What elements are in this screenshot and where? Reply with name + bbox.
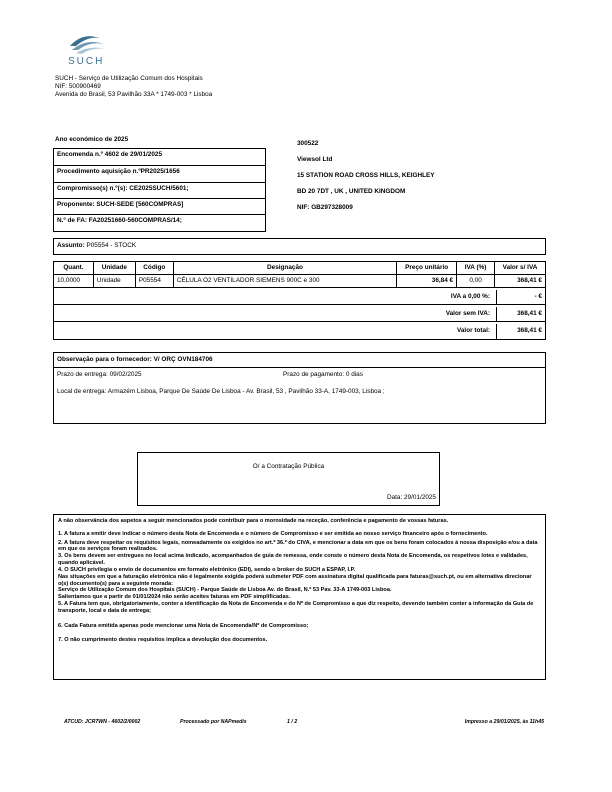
table-row [54,275,546,288]
footer-atcud: ATCUD: JCR7WN - 4602/2/0002 [64,719,141,725]
company-logo [62,28,112,72]
fa-number: N.º de FA: FA20251660-560COMPRAS/14; [57,217,182,224]
payment-deadline: Prazo de pagamento: 0 dias [283,371,363,378]
order-year: Ano económico de 2025 [55,136,129,143]
net-value: 368,41 € [496,307,545,322]
grand-total-row [54,322,545,339]
cell-vat: 0,00 [457,275,495,288]
logo-text: SUCH [68,56,105,67]
procurement-number: Procedimento aquisição n.ºPR2025/1656 [54,166,265,183]
company-name: SUCH - Serviço de Utilização Comum dos Hospitais [55,75,203,82]
supplier-address-1: 15 STATION ROAD CROSS HILLS, KEIGHLEY [297,172,435,179]
note-item: Salientamos que a partir de 01/01/2024 não serão aceites faturas em PDF simplificadas. [58,594,291,601]
note-item: 3. Os bens devem ser entregues no local acima indicado, acompanhados de guia de remessa, onde conste o número desta Nota de Encomenda, os respetivos lotes e validades, quando aplicável. [58,553,528,567]
company-address: Avenida do Brasil, 53 Pavilhão 33A * 1749-003 * Lisboa [55,91,213,98]
note-item: 6. Cada Fatura emitida apenas pode mencionar uma Nota de Encomenda/Nº de Compromisso; [58,622,309,629]
net-total-row [54,305,545,322]
delivery-box [53,352,546,424]
total-label: Valor total: [456,327,490,334]
company-nif: NIF: 500900469 [55,83,101,90]
such-logo-icon [62,28,112,58]
subject-box [53,238,546,255]
vat-total-row [54,288,545,305]
items-table [53,261,546,340]
approval-box [137,452,440,506]
net-label: Valor sem IVA: [445,310,490,317]
note-item: 2. A fatura deve respeitar os requisitos legais, nomeadamente os exigidos no art.º 36.º do CIVA, e mencionar a data em que os bens foram colocados à nossa disposição e/ou a data em que os serviços foram realizados. [58,539,538,553]
notes-intro: A não observância dos aspetos a seguir mencionados pode contribuir para o morosidade na receção, conferência e pagamento de vossas faturas. [58,518,449,524]
col-value: Valor s/ IVA [495,262,546,275]
cell-code: P05554 [135,275,173,288]
subject-label: Assunto: [57,242,85,249]
order-number: Encomenda n.º 4602 de 29/01/2025 [54,149,265,166]
delivery-location: Local de entrega: Armazém Lisboa, Parque De Saúde De Lisboa - Av. Brasil, 53 , Pavilhão 33-A, 1749-003, Lisboa ; [57,388,385,395]
col-code: Código [135,262,173,275]
supplier-nif: NIF: GB297328009 [297,204,353,211]
proponent: Proponente: SUCH-SEDE [560COMPRAS] [54,199,265,215]
col-quantity: Quant. [54,262,94,275]
vat-label: IVA a 0,00 %: [450,293,490,300]
note-item: 5. A Fatura tem que, obrigatoriamente, conter a identificação da Nota de Encomenda e do Nº de Compromisso a que diz respeito, devendo também conter a informação da Guia de transporte, local e data de entrega; [58,600,534,614]
supplier-name: Viewsol Ltd [297,156,333,163]
page-footer [0,719,612,729]
approval-title: O/ a Contratação Pública [252,463,325,470]
note-item: 7. O não cumprimento destes requisitos implica a devolução dos documentos. [58,637,268,644]
cell-unit: Unidade [93,275,135,288]
note-item: 1. A fatura a emitir deve indicar o número desta Nota de Encomenda e o número de Compromisso e ser emitida ao nosso serviço financeiro após o fornecimento. [58,530,488,537]
footer-processed: Processado por NAPmedis [180,719,247,725]
footer-page: 1 / 2 [287,719,298,725]
company-info [55,75,212,99]
col-unit: Unidade [93,262,135,275]
note-item: 4. O SUCH privilegia o envio de documentos em formato eletrónico (EDI), sendo o broker do SUCH a ESPAP, I.P. [58,566,356,573]
totals-box [53,288,546,340]
supplier-address-2: BD 20 7DT , UK , UNITED KINGDOM [297,188,406,195]
total-value: 368,41 € [496,324,545,339]
cell-quantity: 10,0000 [54,275,94,288]
delivery-deadline: Prazo de entrega: 09/02/2025 [57,371,142,378]
col-unit-price: Preço unitário [397,262,457,275]
order-details-box [53,148,266,232]
approval-date: Data: 29/01/2025 [386,494,436,501]
cell-description: CÉLULA O2 VENTILADOR SIEMENS 900C e 300 [173,275,396,288]
cell-unit-price: 36,84 € [397,275,457,288]
cell-value: 368,41 € [495,275,546,288]
table-header-row [54,262,546,275]
note-item: Nas situações em que a faturação eletrónica não é legalmente exigida poderá submeter PDF com assinatura digital qualificada para faturas@such.pt, ou em alternativa direcionar o(s) documento(s) para a seguinte morada: [58,573,532,587]
subject-value: P05554 - STOCK [86,242,137,249]
col-vat: IVA (%) [457,262,495,275]
supplier-code: 300522 [297,140,319,147]
note-item: Serviço de Utilização Comum dos Hospitais (SUCH) - Parque Saúde de Lisboa Av. do Brasil, N.º 53 Pav. 33-A 1749-003 Lisboa. [58,587,392,594]
supplier-observation: Observação para o fornecedor: V/ ORÇ OVN184706 [54,353,545,368]
notes-box [53,514,546,680]
vat-value: - € [496,290,545,305]
col-description: Designação [173,262,396,275]
commitment-number: Compromisso(s) n.º(s): CE2025SUCH/5601; [54,183,265,199]
footer-printed: Impresso a 29/01/2025, às 11h45 [464,719,544,725]
supplier-info [297,136,435,216]
